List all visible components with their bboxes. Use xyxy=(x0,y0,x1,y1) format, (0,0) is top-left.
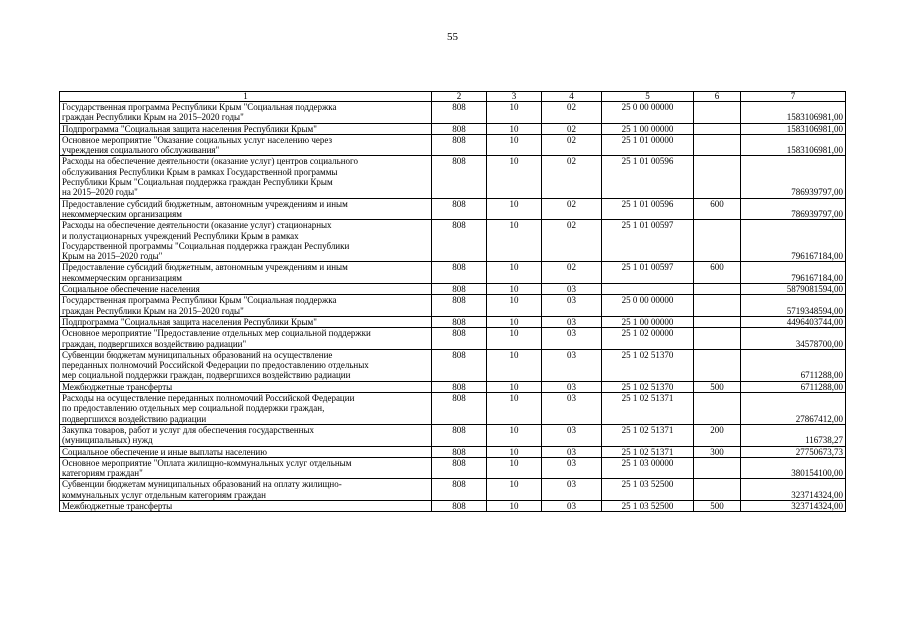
subsection-cell: 02 xyxy=(542,102,602,124)
section-cell: 10 xyxy=(487,381,542,392)
code-cell: 808 xyxy=(432,198,487,220)
table-row xyxy=(60,500,846,511)
amount-cell: 27750673,73 xyxy=(741,446,846,457)
section-cell: 10 xyxy=(487,393,542,425)
subsection-cell: 03 xyxy=(542,349,602,381)
row-name-cell: Закупка товаров, работ и услуг для обеспечения государственных (муниципальных) нужд xyxy=(60,424,432,446)
row-name-cell: Межбюджетные трансферты xyxy=(60,381,432,392)
subsection-cell: 02 xyxy=(542,134,602,156)
subsection-cell: 03 xyxy=(542,479,602,501)
section-cell: 10 xyxy=(487,284,542,295)
subsection-cell: 02 xyxy=(542,198,602,220)
target-article-cell: 25 1 03 52500 xyxy=(602,479,694,501)
subsection-cell: 03 xyxy=(542,457,602,479)
amount-cell: 1583106981,00 xyxy=(741,123,846,134)
table-row xyxy=(60,198,846,220)
subsection-cell: 03 xyxy=(542,381,602,392)
target-article-cell: 25 1 02 51371 xyxy=(602,446,694,457)
row-name-cell: Основное мероприятие "Оказание социальных услуг населению через учреждения социального обслуживания" xyxy=(60,134,432,156)
section-cell: 10 xyxy=(487,457,542,479)
code-cell: 808 xyxy=(432,316,487,327)
amount-cell: 796167184,00 xyxy=(741,220,846,262)
target-article-cell: 25 1 01 00597 xyxy=(602,220,694,262)
expense-type-cell xyxy=(694,328,741,350)
code-cell: 808 xyxy=(432,479,487,501)
target-article-cell: 25 1 03 00000 xyxy=(602,457,694,479)
row-name-cell: Предоставление субсидий бюджетным, автономным учреждениям и иным некоммерческим организациям xyxy=(60,198,432,220)
target-article-cell: 25 1 02 51370 xyxy=(602,381,694,392)
expense-type-cell xyxy=(694,134,741,156)
amount-cell: 34578700,00 xyxy=(741,328,846,350)
row-name-cell: Расходы на обеспечение деятельности (оказание услуг) стационарных и полустационарных учреждений Республики Крым в рамках Государственной программы "Социальная поддержка граждан Республики Крым на 2015–2020 годы" xyxy=(60,220,432,262)
row-name-cell: Социальное обеспечение населения xyxy=(60,284,432,295)
expense-type-cell: 500 xyxy=(694,381,741,392)
row-name-cell: Расходы на осуществление переданных полномочий Российской Федерации по предоставлению отдельных мер социальной поддержки граждан, подвергшихся воздействию радиации xyxy=(60,393,432,425)
amount-cell: 27867412,00 xyxy=(741,393,846,425)
section-cell: 10 xyxy=(487,102,542,124)
target-article-cell: 25 1 01 00000 xyxy=(602,134,694,156)
amount-cell: 6711288,00 xyxy=(741,381,846,392)
subsection-cell: 03 xyxy=(542,446,602,457)
header-cell: 7 xyxy=(741,92,846,102)
code-cell: 808 xyxy=(432,220,487,262)
table-row xyxy=(60,102,846,124)
target-article-cell: 25 0 00 00000 xyxy=(602,295,694,317)
section-cell: 10 xyxy=(487,156,542,198)
table-row xyxy=(60,446,846,457)
subsection-cell: 03 xyxy=(542,424,602,446)
row-name-cell: Государственная программа Республики Крым "Социальная поддержка граждан Республики Крым на 2015–2020 годы" xyxy=(60,102,432,124)
subsection-cell: 03 xyxy=(542,284,602,295)
header-cell: 5 xyxy=(602,92,694,102)
subsection-cell: 03 xyxy=(542,393,602,425)
expense-type-cell xyxy=(694,220,741,262)
expense-type-cell xyxy=(694,102,741,124)
subsection-cell: 02 xyxy=(542,123,602,134)
section-cell: 10 xyxy=(487,349,542,381)
expense-type-cell: 600 xyxy=(694,262,741,284)
code-cell: 808 xyxy=(432,457,487,479)
expense-type-cell xyxy=(694,349,741,381)
code-cell: 808 xyxy=(432,328,487,350)
target-article-cell: 25 1 02 00000 xyxy=(602,328,694,350)
target-article-cell: 25 0 00 00000 xyxy=(602,102,694,124)
table-row xyxy=(60,134,846,156)
table-row xyxy=(60,220,846,262)
section-cell: 10 xyxy=(487,479,542,501)
expense-type-cell xyxy=(694,457,741,479)
target-article-cell: 25 1 01 00597 xyxy=(602,262,694,284)
target-article-cell: 25 1 02 51371 xyxy=(602,424,694,446)
code-cell: 808 xyxy=(432,424,487,446)
section-cell: 10 xyxy=(487,328,542,350)
subsection-cell: 03 xyxy=(542,295,602,317)
target-article-cell xyxy=(602,284,694,295)
header-cell: 6 xyxy=(694,92,741,102)
code-cell: 808 xyxy=(432,500,487,511)
code-cell: 808 xyxy=(432,134,487,156)
amount-cell: 1583106981,00 xyxy=(741,102,846,124)
header-cell: 4 xyxy=(542,92,602,102)
expense-type-cell xyxy=(694,123,741,134)
target-article-cell: 25 1 02 51371 xyxy=(602,393,694,425)
section-cell: 10 xyxy=(487,198,542,220)
row-name-cell: Подпрограмма "Социальная защита населения Республики Крым" xyxy=(60,316,432,327)
row-name-cell: Основное мероприятие "Предоставление отдельных мер социальной поддержки граждан, подвергшихся воздействию радиации" xyxy=(60,328,432,350)
section-cell: 10 xyxy=(487,316,542,327)
target-article-cell: 25 1 00 00000 xyxy=(602,123,694,134)
code-cell: 808 xyxy=(432,393,487,425)
expense-type-cell xyxy=(694,284,741,295)
row-name-cell: Субвенции бюджетам муниципальных образований на осуществление переданных полномочий Российской Федерации по предоставлению отдельных мер социальной поддержки граждан, подвергшихся воздействию радиации xyxy=(60,349,432,381)
amount-cell: 4496403744,00 xyxy=(741,316,846,327)
row-name-cell: Подпрограмма "Социальная защита населения Республики Крым" xyxy=(60,123,432,134)
row-name-cell: Расходы на обеспечение деятельности (оказание услуг) центров социального обслуживания Республики Крым в рамках Государственной программы Республики Крым "Социальная поддержка граждан Республики Крым на 2015–2020 годы" xyxy=(60,156,432,198)
subsection-cell: 02 xyxy=(542,156,602,198)
table-row xyxy=(60,381,846,392)
header-cell: 3 xyxy=(487,92,542,102)
table-row xyxy=(60,349,846,381)
code-cell: 808 xyxy=(432,349,487,381)
section-cell: 10 xyxy=(487,123,542,134)
amount-cell: 6711288,00 xyxy=(741,349,846,381)
table-row xyxy=(60,123,846,134)
section-cell: 10 xyxy=(487,500,542,511)
table-row xyxy=(60,424,846,446)
header-cell: 2 xyxy=(432,92,487,102)
section-cell: 10 xyxy=(487,295,542,317)
expense-type-cell xyxy=(694,393,741,425)
expense-type-cell xyxy=(694,156,741,198)
code-cell: 808 xyxy=(432,446,487,457)
table-row xyxy=(60,393,846,425)
header-cell: 1 xyxy=(60,92,432,102)
target-article-cell: 25 1 01 00596 xyxy=(602,156,694,198)
expense-type-cell xyxy=(694,295,741,317)
table-row xyxy=(60,316,846,327)
page-number: 55 xyxy=(447,31,458,43)
code-cell: 808 xyxy=(432,381,487,392)
section-cell: 10 xyxy=(487,424,542,446)
expense-type-cell: 200 xyxy=(694,424,741,446)
table-row xyxy=(60,479,846,501)
row-name-cell: Межбюджетные трансферты xyxy=(60,500,432,511)
target-article-cell: 25 1 02 51370 xyxy=(602,349,694,381)
expense-type-cell xyxy=(694,479,741,501)
amount-cell: 786939797,00 xyxy=(741,198,846,220)
row-name-cell: Основное мероприятие "Оплата жилищно-коммунальных услуг отдельным категориям граждан" xyxy=(60,457,432,479)
target-article-cell: 25 1 01 00596 xyxy=(602,198,694,220)
section-cell: 10 xyxy=(487,446,542,457)
target-article-cell: 25 1 03 52500 xyxy=(602,500,694,511)
amount-cell: 323714324,00 xyxy=(741,500,846,511)
subsection-cell: 02 xyxy=(542,220,602,262)
code-cell: 808 xyxy=(432,262,487,284)
table-header-row xyxy=(60,92,846,102)
amount-cell: 796167184,00 xyxy=(741,262,846,284)
code-cell: 808 xyxy=(432,123,487,134)
subsection-cell: 03 xyxy=(542,328,602,350)
target-article-cell: 25 1 00 00000 xyxy=(602,316,694,327)
subsection-cell: 02 xyxy=(542,262,602,284)
amount-cell: 380154100,00 xyxy=(741,457,846,479)
amount-cell: 786939797,00 xyxy=(741,156,846,198)
table-row xyxy=(60,328,846,350)
row-name-cell: Государственная программа Республики Крым "Социальная поддержка граждан Республики Крым на 2015–2020 годы" xyxy=(60,295,432,317)
row-name-cell: Предоставление субсидий бюджетным, автономным учреждениям и иным некоммерческим организациям xyxy=(60,262,432,284)
section-cell: 10 xyxy=(487,262,542,284)
amount-cell: 323714324,00 xyxy=(741,479,846,501)
expense-type-cell: 600 xyxy=(694,198,741,220)
row-name-cell: Субвенции бюджетам муниципальных образований на оплату жилищно- коммунальных услуг отдельным категориям граждан xyxy=(60,479,432,501)
row-name-cell: Социальное обеспечение и иные выплаты населению xyxy=(60,446,432,457)
expense-type-cell: 300 xyxy=(694,446,741,457)
expense-type-cell xyxy=(694,316,741,327)
table-row xyxy=(60,295,846,317)
code-cell: 808 xyxy=(432,295,487,317)
table-row xyxy=(60,284,846,295)
section-cell: 10 xyxy=(487,220,542,262)
code-cell: 808 xyxy=(432,156,487,198)
code-cell: 808 xyxy=(432,284,487,295)
expense-type-cell: 500 xyxy=(694,500,741,511)
code-cell: 808 xyxy=(432,102,487,124)
amount-cell: 1583106981,00 xyxy=(741,134,846,156)
section-cell: 10 xyxy=(487,134,542,156)
table-row xyxy=(60,457,846,479)
amount-cell: 116738,27 xyxy=(741,424,846,446)
subsection-cell: 03 xyxy=(542,316,602,327)
table-row xyxy=(60,262,846,284)
table-row xyxy=(60,156,846,198)
budget-table xyxy=(59,91,846,512)
subsection-cell: 03 xyxy=(542,500,602,511)
amount-cell: 5719348594,00 xyxy=(741,295,846,317)
amount-cell: 5879081594,00 xyxy=(741,284,846,295)
